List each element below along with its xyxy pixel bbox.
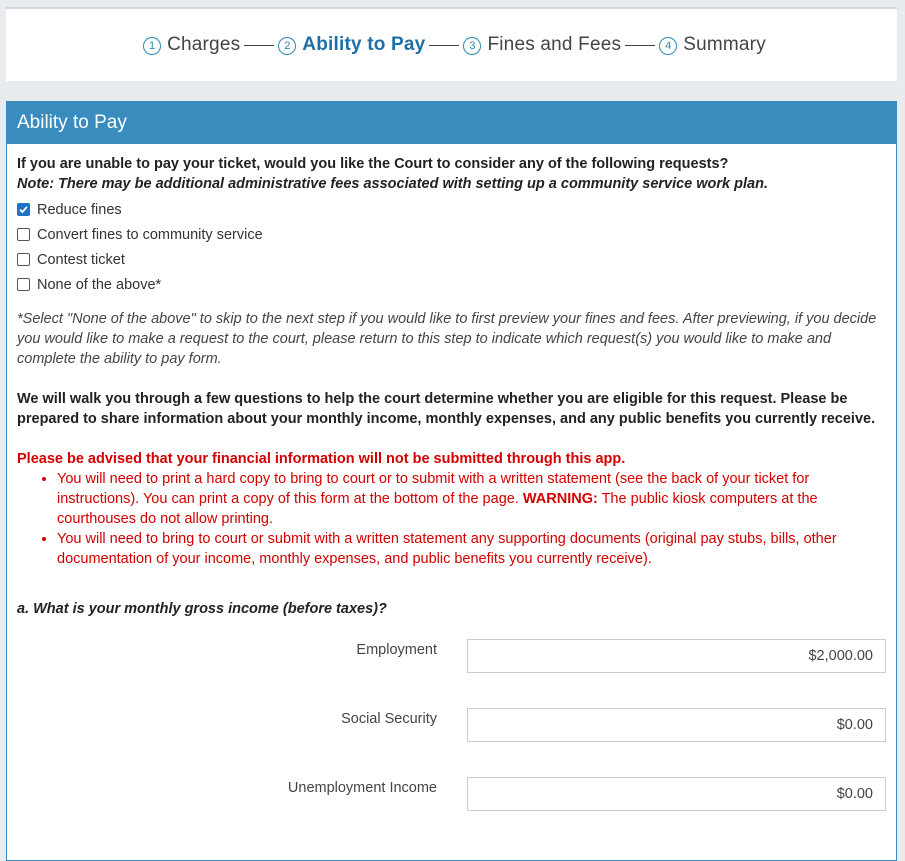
income-row-social-security (17, 698, 886, 767)
advisory-block (17, 449, 886, 569)
checkbox-checked-icon[interactable] (17, 203, 30, 216)
option-reduce-fines[interactable] (17, 197, 886, 222)
steps-row (143, 34, 766, 56)
option-label: Convert fines to community service (37, 226, 263, 243)
step-label-summary: Summary (683, 34, 766, 55)
step-ability-to-pay[interactable] (278, 34, 425, 56)
step-number-2: 2 (278, 37, 296, 55)
option-none-of-the-above[interactable] (17, 272, 886, 297)
social-security-label: Social Security (341, 711, 437, 727)
step-label-ability-to-pay: Ability to Pay (302, 34, 426, 55)
fees-note: Note: There may be additional administrative fees associated with setting up a community service work plan. (17, 176, 768, 192)
step-number-3: 3 (463, 37, 481, 55)
step-fines-and-fees[interactable] (463, 34, 621, 56)
step-number-4: 4 (659, 37, 677, 55)
step-summary[interactable] (659, 34, 766, 56)
step-label-charges: Charges (167, 34, 241, 55)
request-options (17, 197, 886, 297)
advisory-title: Please be advised that your financial information will not be submitted through this app. (17, 451, 626, 467)
checkbox-icon[interactable] (17, 228, 30, 241)
request-question: If you are unable to pay your ticket, would you like the Court to consider any of the following requests? (17, 156, 729, 172)
unemployment-income-input[interactable] (467, 777, 886, 811)
progress-stepper (6, 7, 897, 81)
employment-input[interactable] (467, 639, 886, 673)
option-convert-to-community-service[interactable] (17, 222, 886, 247)
panel-body (7, 144, 896, 836)
advisory-item (57, 469, 886, 529)
income-question: a. What is your monthly gross income (before taxes)? (17, 601, 387, 617)
option-label: None of the above* (37, 276, 162, 293)
employment-label: Employment (356, 642, 437, 658)
advisory-list (17, 469, 886, 569)
none-of-the-above-note: *Select "None of the above" to skip to the next step if you would like to first preview your fines and fees. After previewing, if you decide you would like to make a request to the court, please return to this step to indicate which request(s) you would like to make and complete the ability to pay form. (17, 311, 877, 367)
checkbox-icon[interactable] (17, 253, 30, 266)
warning-label: WARNING: (522, 491, 598, 507)
step-connector (625, 45, 655, 46)
step-connector (429, 45, 459, 46)
income-fields (17, 629, 886, 836)
ability-to-pay-panel (6, 101, 897, 861)
panel-title: Ability to Pay (7, 102, 896, 144)
unemployment-income-label: Unemployment Income (287, 780, 437, 796)
option-contest-ticket[interactable] (17, 247, 886, 272)
advisory-text: You will need to print a hard copy to bring to court or to submit with a written statement (see the back of your ticket for instructions). You can print a copy of this form at the bottom of the page. (57, 471, 810, 507)
option-label: Contest ticket (37, 251, 125, 268)
social-security-input[interactable] (467, 708, 886, 742)
option-label: Reduce fines (37, 201, 122, 218)
walkthrough-text: We will walk you through a few questions to help the court determine whether you are eligible for this request. Please be prepared to share information about your monthly income, monthly expenses, and any public benefits you currently receive. (17, 391, 876, 427)
income-row-employment (17, 629, 886, 698)
step-charges[interactable] (143, 34, 240, 56)
checkbox-icon[interactable] (17, 278, 30, 291)
advisory-item (57, 529, 886, 569)
step-number-1: 1 (143, 37, 161, 55)
advisory-text: You will need to bring to court or submit with a written statement any supporting documents (original pay stubs, bills, other documentation of your income, monthly expenses, and public benefits you currently receive). (57, 531, 837, 567)
warning-text: The public kiosk computers at the courthouses do not allow printing. (57, 491, 818, 527)
step-connector (244, 45, 274, 46)
income-row-unemployment (17, 767, 886, 836)
step-label-fines-and-fees: Fines and Fees (487, 34, 622, 55)
